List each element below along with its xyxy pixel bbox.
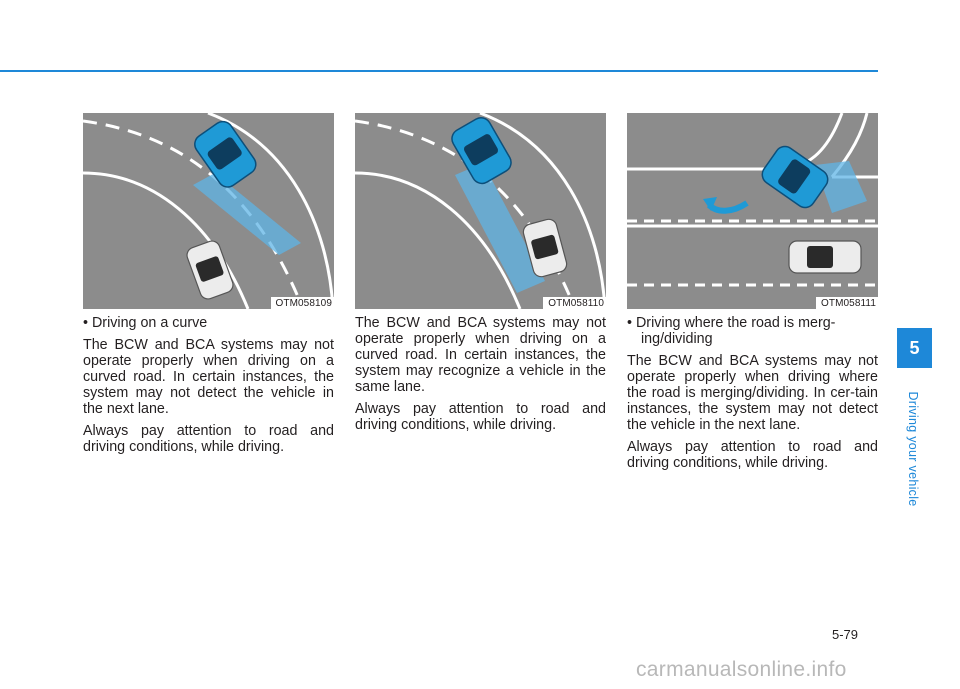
page-number: 5-79: [832, 627, 859, 642]
chapter-title: [906, 391, 920, 507]
figure-code: OTM058110: [543, 297, 606, 309]
bullet-item: • Driving where the road is merg-ing/dividing: [627, 315, 836, 347]
illustration-curve-adjacent: [83, 113, 334, 309]
white-car-icon: [789, 241, 861, 273]
bullet-text: Driving where the road is merg-ing/dividing: [635, 315, 836, 347]
illustration-merging: [627, 113, 878, 309]
figure-curve-adjacent: [83, 113, 334, 309]
column-text: [83, 315, 334, 455]
figure-code: OTM058111: [816, 297, 878, 309]
chapter-tab: 5: [897, 328, 932, 368]
illustration-curve-same-lane: [355, 113, 606, 309]
blue-car-icon: [191, 118, 260, 191]
paragraph: The BCW and BCA systems may not operate properly when driving on a curved road. In certain instances, the system may recognize a vehicle in the same lane.: [355, 315, 606, 395]
column-2: [355, 113, 606, 439]
paragraph: The BCW and BCA systems may not operate properly when driving where the road is merging/dividing. In cer-tain instances, the system may not detect the vehicle in the next lane.: [627, 353, 878, 433]
paragraph: Always pay attention to road and driving conditions, while driving.: [355, 401, 606, 433]
paragraph: The BCW and BCA systems may not operate properly when driving on a curved road. In certain instances, the system may not detect the vehicle in the next lane.: [83, 337, 334, 417]
watermark: carmanualsonline.info: [636, 658, 847, 681]
figure-code: OTM058109: [271, 297, 335, 309]
figure-merging: [627, 113, 878, 309]
column-text: [355, 315, 606, 433]
bullet-item: • Driving on a curve: [83, 315, 208, 331]
blue-car-icon: [758, 143, 831, 212]
paragraph: Always pay attention to road and driving conditions, while driving.: [83, 423, 334, 455]
paragraph: Always pay attention to road and driving conditions, while driving.: [627, 439, 878, 471]
top-rule: [0, 70, 878, 72]
chapter-title-text: Driving your vehicle: [906, 391, 920, 507]
lane-change-arrow-icon: [709, 203, 747, 211]
column-text: [627, 315, 878, 471]
column-1: [83, 113, 334, 461]
white-car-icon: [185, 239, 235, 301]
bullet-text: Driving on a curve: [91, 315, 208, 331]
figure-curve-same-lane: [355, 113, 606, 309]
column-3: [627, 113, 878, 477]
